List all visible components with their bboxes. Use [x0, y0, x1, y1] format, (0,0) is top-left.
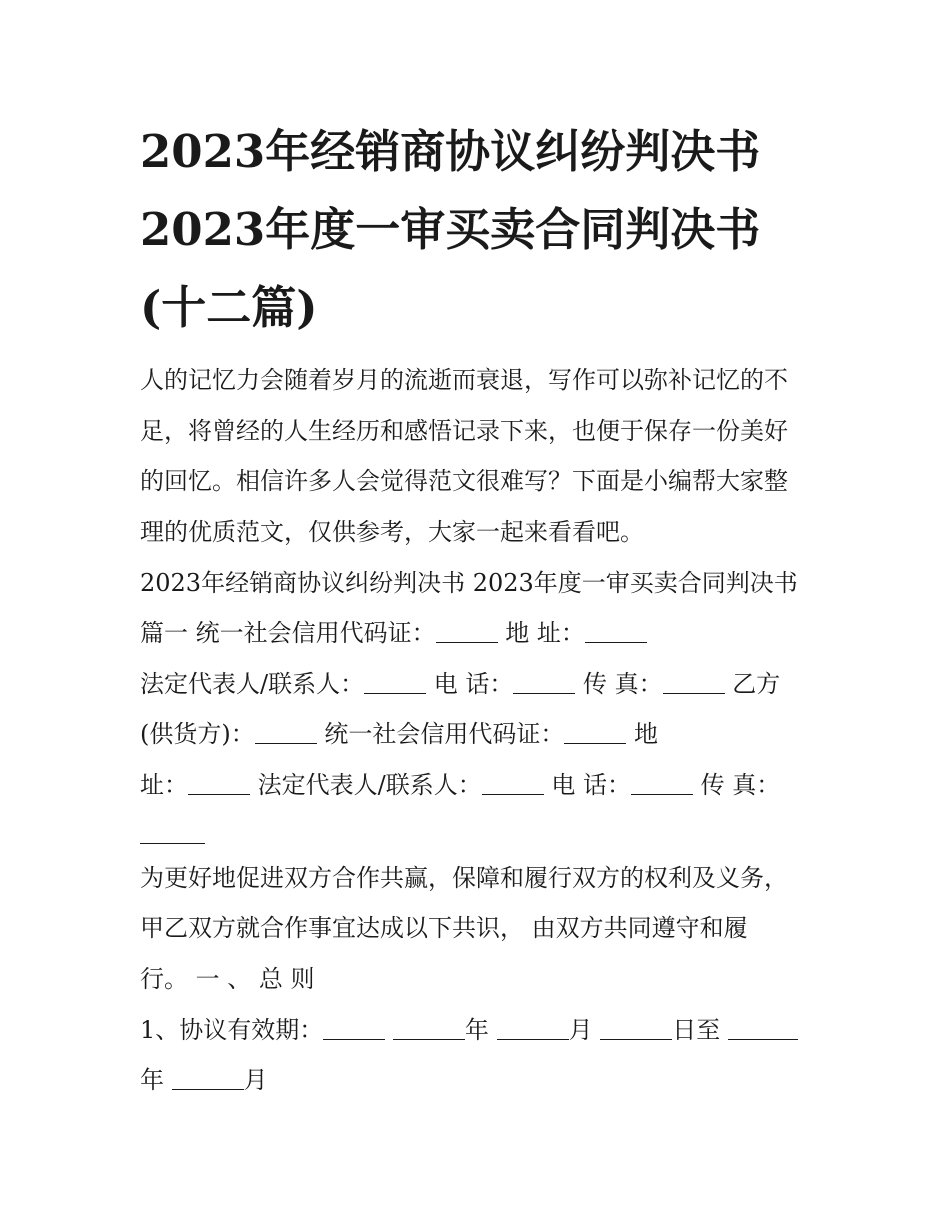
form-label: 地 [626, 720, 659, 748]
fill-blank [728, 1019, 798, 1040]
form-label: 电 话： [543, 771, 631, 799]
term-line-1 [140, 1018, 820, 1042]
form-label: 传 真： [692, 771, 781, 799]
title-line-1: 2023年经销商协议纠纷判决书 [140, 125, 761, 178]
title-line-2: 2023年度一审买卖合同判决书 [140, 203, 761, 256]
form-label: 乙方 [724, 670, 781, 698]
fill-blank [513, 673, 575, 694]
fill-blank [188, 774, 250, 795]
form-label: (供货方)： [140, 720, 255, 748]
fill-blank [255, 723, 317, 744]
fill-blank [663, 673, 725, 694]
title-line-3: (十二篇) [140, 281, 318, 334]
form-line-1 [140, 621, 820, 645]
term-line-2 [140, 1068, 820, 1092]
fill-blank [393, 1019, 465, 1040]
form-label: 址： [140, 771, 188, 799]
fill-blank [364, 673, 426, 694]
section-heading: 2023年经销商协议纠纷判决书 2023年度一审买卖合同判决书 [140, 569, 798, 597]
term-label: 年 [464, 1016, 497, 1044]
fill-blank [497, 1019, 569, 1040]
fill-blank [140, 823, 205, 844]
fill-blank [564, 723, 626, 744]
intro-line-3: 的回忆。相信许多人会觉得范文很难写？下面是小编帮大家整 [140, 467, 788, 495]
intro-line-1: 人的记忆力会随着岁月的流逝而衰退，写作可以弥补记忆的不 [140, 366, 788, 394]
form-line-3 [140, 722, 820, 746]
term-label: 年 [140, 1066, 172, 1094]
form-label: 电 话： [426, 670, 514, 698]
fill-blank [323, 1019, 385, 1040]
form-label: 传 真： [575, 670, 663, 698]
body-line-3: 行。 一 、 总 则 [140, 965, 315, 993]
fill-blank [482, 774, 544, 795]
term-label [385, 1016, 393, 1044]
form-label: 地 址： [497, 619, 585, 647]
form-label: 统一社会信用代码证： [316, 720, 565, 748]
term-label: 1、协议有效期： [140, 1016, 324, 1044]
intro-line-2: 足，将曾经的人生经历和感悟记录下来，也便于保存一份美好 [140, 417, 788, 445]
form-line-2 [140, 672, 820, 696]
form-line-5 [140, 822, 820, 846]
body-line-2: 甲乙双方就合作事宜达成以下共识， 由双方共同遵守和履 [140, 914, 748, 942]
fill-blank [631, 774, 693, 795]
body-line-1: 为更好地促进双方合作共赢，保障和履行双方的权利及义务， [140, 864, 788, 892]
form-line-4 [140, 773, 820, 797]
fill-blank [172, 1069, 244, 1090]
term-label: 月 [568, 1016, 601, 1044]
form-label: 法定代表人/联系人： [250, 771, 482, 799]
intro-line-4: 理的优质范文，仅供参考，大家一起来看看吧。 [140, 518, 644, 546]
fill-blank [600, 1019, 672, 1040]
form-label: 篇一 统一社会信用代码证： [140, 619, 436, 647]
term-label: 日至 [672, 1016, 728, 1044]
term-label: 月 [243, 1066, 268, 1094]
fill-blank [585, 622, 647, 643]
form-label: 法定代表人/联系人： [140, 670, 365, 698]
fill-blank [436, 622, 498, 643]
